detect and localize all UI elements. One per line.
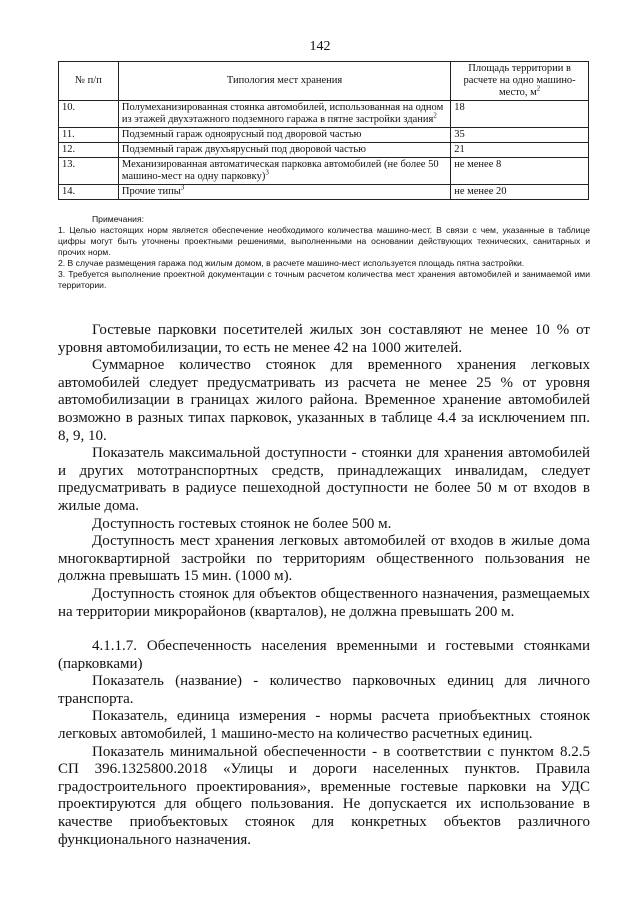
footnote-ref: 3 <box>265 168 269 177</box>
header-num: № п/п <box>59 62 119 101</box>
paragraph: Суммарное количество стоянок для временного хранения легковых автомобилей следует предусматривать из расчета не менее 25 % от уровня автомобилизации в границах жилого района. Временное хранение автомобилей возможно в разных типах парковок, указанных в таблице 4.4 за исключением пп. 8, 9, 10. <box>58 357 590 444</box>
paragraph: Гостевые парковки посетителей жилых зон составляют не менее 10 % от уровня автомобилизации, то есть не менее 42 на 1000 жителей. <box>58 322 590 356</box>
cell-type <box>118 128 450 143</box>
table-notes <box>58 214 590 291</box>
cell-type <box>118 158 450 185</box>
cell-type-text: Подземный гараж одноярусный под дворовой частью <box>121 129 362 140</box>
cell-num: 13. <box>59 158 119 185</box>
paragraph: Показатель (название) - количество парковочных единиц для личного транспорта. <box>58 673 590 707</box>
page-number: 142 <box>309 39 331 54</box>
table-row <box>59 185 589 200</box>
section-heading: 4.1.1.7. Обеспеченность населения временными и гостевыми стоянками (парковками) <box>58 638 590 672</box>
header-type: Типология мест хранения <box>118 62 450 101</box>
footnote-ref: 2 <box>433 111 437 120</box>
paragraph: Показатель, единица измерения - нормы расчета приобъектных стоянок легковых автомобилей, 1 машино-место на количество расчетных единиц. <box>58 708 590 743</box>
cell-num: 12. <box>59 143 119 158</box>
cell-area: не менее 20 <box>451 185 589 200</box>
cell-type-text: Механизированная автоматическая парковка автомобилей (не более 50 машино-мест на одну парковку) <box>121 159 439 182</box>
footnote-ref: 3 <box>180 183 185 192</box>
cell-area: 35 <box>451 128 589 143</box>
paragraph: Показатель минимальной обеспеченности - в соответствии с пунктом 8.2.5 СП 396.1325800.2018 «Улицы и дороги населенных пунктов. Правила градостроительного проектирования», временные гостевые парковки на УДС проектируются для общего пользования. Не допускается их использование в качестве приобъектовых стоянок для конкретных объектов различного функционального назначения. <box>58 743 590 848</box>
cell-type-text: Прочие типы <box>121 186 181 197</box>
cell-type-text: Подземный гараж двухъярусный под дворовой частью <box>121 144 366 155</box>
header-area-sup: 2 <box>536 84 541 93</box>
body-text <box>58 322 590 849</box>
paragraph: Доступность мест хранения легковых автомобилей от входов в жилые дома многоквартирной застройки по территориям общественного пользования не должна превышать 15 мин. (1000 м). <box>58 533 590 585</box>
table-row <box>59 143 589 158</box>
paragraph: Показатель максимальной доступности - стоянки для хранения автомобилей и других мототранспортных средств, принадлежащих инвалидам, следует предусматривать в радиусе пешеходной доступности не более 50 м от входов в жилые дома. <box>58 445 590 514</box>
notes-title: Примечания: <box>92 214 145 224</box>
cell-type <box>118 101 450 128</box>
cell-type <box>118 143 450 158</box>
cell-num: 10. <box>59 101 119 128</box>
note-item: 1. Целью настоящих норм является обеспечение необходимого количества машино-мест. В связи с чем, указанные в таблице цифры могут быть уточнены проектными решениями, выполненными на основании действующих технических, санитарных и прочих норм. <box>58 225 590 257</box>
cell-area: не менее 8 <box>451 158 589 185</box>
parking-norms-table <box>58 61 589 200</box>
paragraph: Доступность гостевых стоянок не более 500 м. <box>92 515 392 532</box>
cell-num: 11. <box>59 128 119 143</box>
table-header-row <box>59 62 589 101</box>
note-item: 2. В случае размещения гаража под жилым домом, в расчете машино-мест используется площадь пятна застройки. <box>58 258 525 268</box>
note-item: 3. Требуется выполнение проектной документации с точным расчетом количества мест хранения автомобилей и занимаемой ими территории. <box>58 269 590 290</box>
header-area-text: Площадь территории в расчете на одно машино-место, м <box>463 63 576 98</box>
cell-type-text: Полумеханизированная стоянка автомобилей, использованная на одном из этажей двухэтажного подземного гаража в пятне застройки здания <box>121 102 444 125</box>
table-row <box>59 128 589 143</box>
table-row <box>59 158 589 185</box>
paragraph: Доступность стоянок для объектов общественного назначения, размещаемых на территории микрорайонов (кварталов), не должна превышать 200 м. <box>58 585 590 620</box>
header-area <box>451 62 589 101</box>
cell-num: 14. <box>59 185 119 200</box>
cell-area: 18 <box>451 101 589 128</box>
cell-type <box>118 185 450 200</box>
cell-area: 21 <box>451 143 589 158</box>
table-row <box>59 101 589 128</box>
